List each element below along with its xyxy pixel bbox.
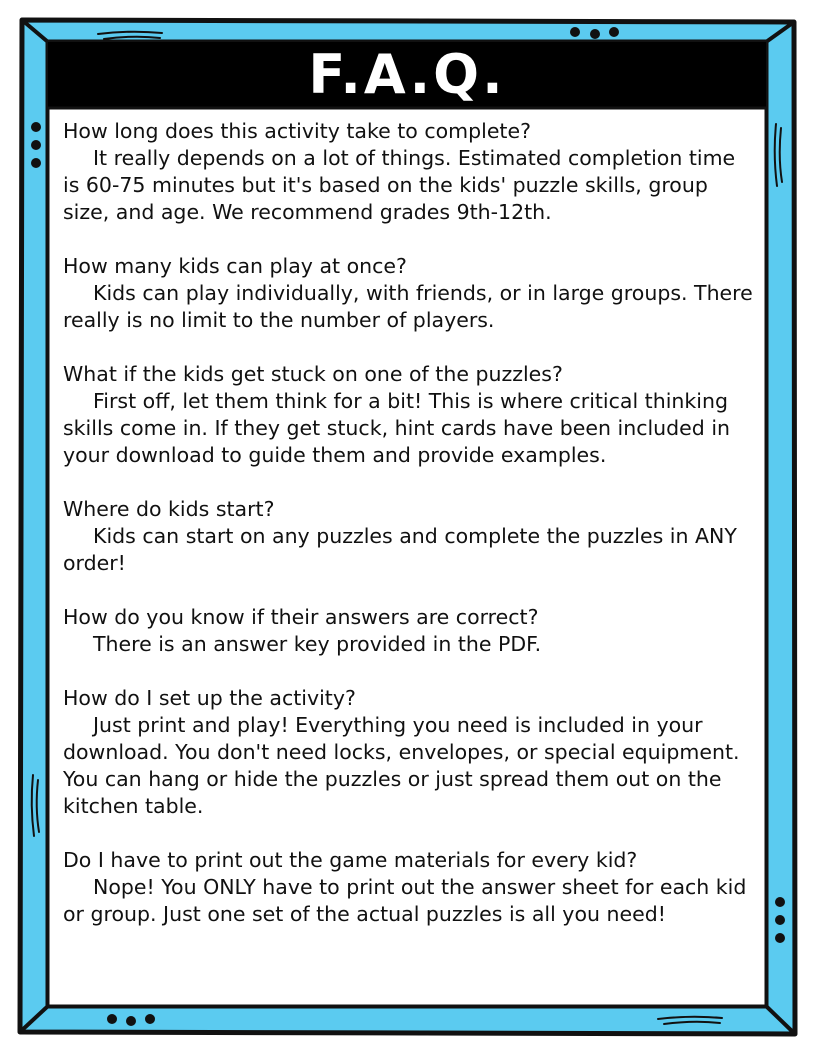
faq-answer: Kids can start on any puzzles and complete the puzzles in ANY order! <box>63 524 737 575</box>
title-bar <box>48 42 766 108</box>
faq-question: How long does this activity take to complete? <box>63 119 531 143</box>
faq-answer: Just print and play! Everything you need is included in your download. You don't need locks, envelopes, or special equipment. You can hang or hide the puzzles or just spread them out on the kitchen table. <box>63 713 740 818</box>
faq-question: What if the kids get stuck on one of the puzzles? <box>63 362 563 386</box>
faq-item <box>63 604 757 658</box>
faq-question: How do I set up the activity? <box>63 686 356 710</box>
faq-question: How many kids can play at once? <box>63 254 407 278</box>
faq-item <box>63 496 757 577</box>
page-title: F.A.Q. <box>308 43 506 106</box>
faq-question: Do I have to print out the game materials for every kid? <box>63 848 638 872</box>
faq-item <box>63 118 757 226</box>
faq-answer: First off, let them think for a bit! This is where critical thinking skills come in. If they get stuck, hint cards have been included in your download to guide them and provide examples. <box>63 389 731 467</box>
dots-right <box>775 897 785 943</box>
faq-item <box>63 253 757 334</box>
faq-item <box>63 361 757 469</box>
faq-question: How do you know if their answers are correct? <box>63 605 539 629</box>
faq-answer: There is an answer key provided in the PDF. <box>93 632 542 656</box>
faq-answer: Nope! You ONLY have to print out the answer sheet for each kid or group. Just one set of the actual puzzles is all you need! <box>63 875 747 926</box>
faq-question: Where do kids start? <box>63 497 275 521</box>
faq-item <box>63 685 757 820</box>
faq-item <box>63 847 757 928</box>
faq-answer: It really depends on a lot of things. Estimated completion time is 60-75 minutes but it's based on the kids' puzzle skills, group size, and age. We recommend grades 9th-12th. <box>63 146 736 224</box>
faq-answer: Kids can play individually, with friends, or in large groups. There really is no limit to the number of players. <box>63 281 753 332</box>
dots-left <box>31 122 41 168</box>
faq-list <box>63 118 757 955</box>
